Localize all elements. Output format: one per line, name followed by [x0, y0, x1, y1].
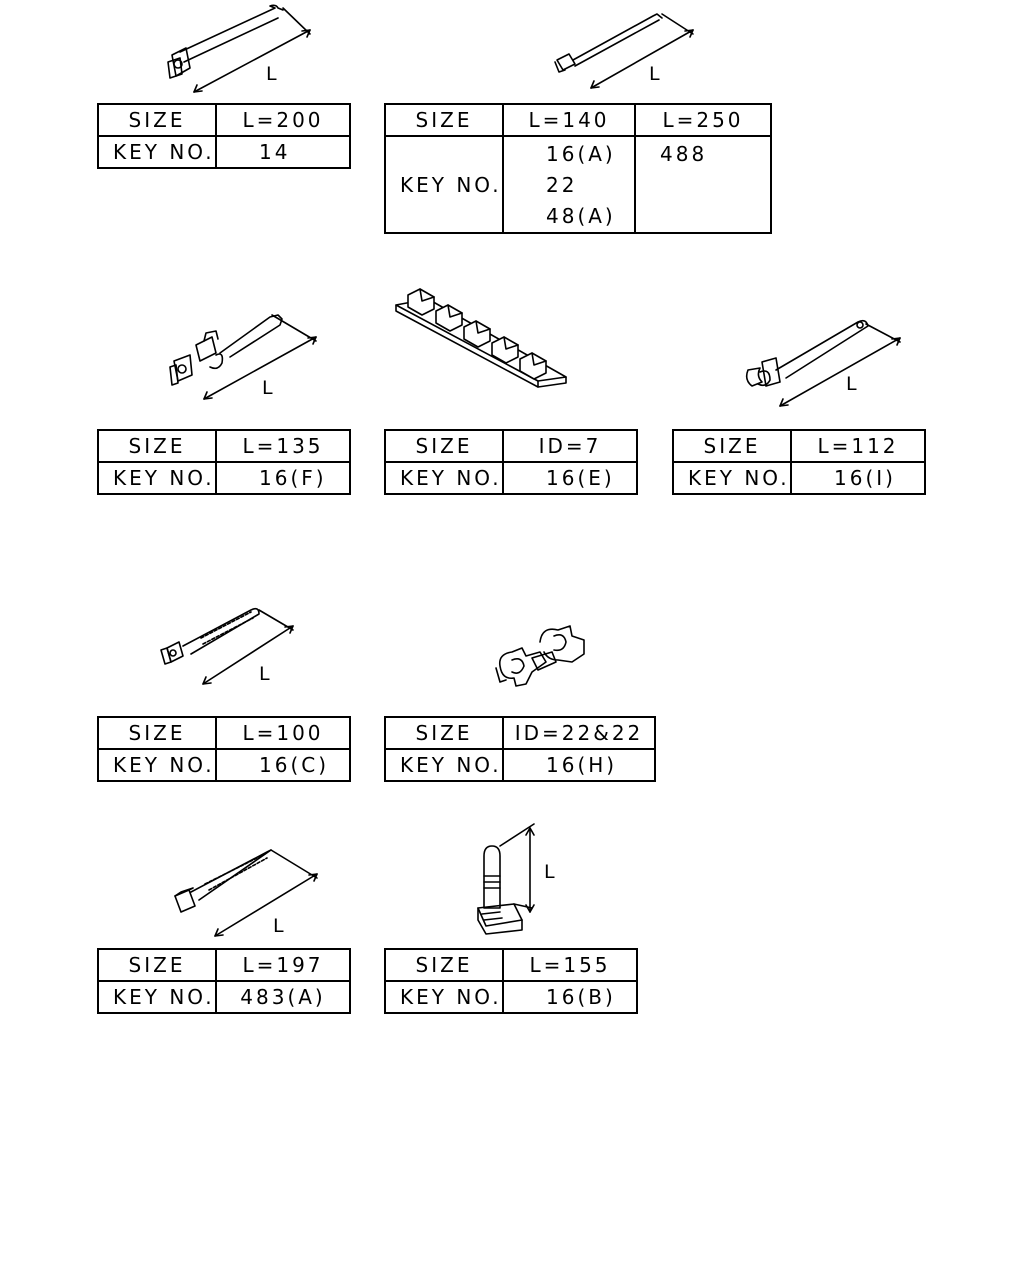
spec-table-strap-l112 [672, 429, 926, 495]
clip-tie-l135-illustration [160, 305, 330, 405]
cable-tie-l140-illustration [545, 0, 705, 100]
size-value: L=250 [635, 104, 771, 136]
part-drawing-clip-l155 [470, 820, 570, 945]
spec-table-tie-l197 [97, 948, 351, 1014]
spec-table-tie-l140 [384, 103, 772, 234]
dimension-label: L [273, 915, 284, 937]
dimension-label: L [544, 861, 555, 883]
spec-table-clip-id22 [384, 716, 656, 782]
dimension-label: L [649, 63, 660, 85]
key-header: KEY NO. [385, 981, 503, 1013]
key-values-cell [635, 136, 771, 233]
size-header: SIZE [385, 949, 503, 981]
part-drawing-tie-l100 [155, 600, 305, 695]
key-header: KEY NO. [385, 462, 503, 494]
spec-table-tie-l100 [97, 716, 351, 782]
key-value: 14 [216, 136, 350, 168]
size-value: ID=22&22 [503, 717, 655, 749]
cable-tie-l200-illustration [150, 0, 330, 100]
size-header: SIZE [98, 430, 216, 462]
key-header: KEY NO. [98, 981, 216, 1013]
size-value: L=140 [503, 104, 635, 136]
key-header: KEY NO. [98, 462, 216, 494]
size-header: SIZE [385, 104, 503, 136]
key-value: 16(H) [503, 749, 655, 781]
key-value: 16(I) [791, 462, 925, 494]
size-value: L=200 [216, 104, 350, 136]
part-drawing-strap-l112 [740, 312, 920, 412]
size-value: ID=7 [503, 430, 637, 462]
size-header: SIZE [385, 717, 503, 749]
part-drawing-clip-id7 [390, 285, 575, 390]
key-header: KEY NO. [385, 749, 503, 781]
dimension-label: L [259, 663, 270, 685]
size-value: L=100 [216, 717, 350, 749]
key-value: 488 [660, 142, 708, 166]
size-header: SIZE [98, 717, 216, 749]
key-header: KEY NO. [98, 749, 216, 781]
size-value: L=197 [216, 949, 350, 981]
size-value: L=155 [503, 949, 637, 981]
key-value: 22 [546, 173, 578, 197]
size-header: SIZE [98, 949, 216, 981]
pipe-clip-id7-illustration [390, 285, 575, 390]
size-value: L=112 [791, 430, 925, 462]
spec-table-clip-id7 [384, 429, 638, 495]
ratchet-tie-l197-illustration [165, 840, 330, 940]
part-drawing-clip-id22 [492, 622, 592, 692]
part-drawing-tie-l200 [150, 0, 330, 100]
key-value: 16(C) [216, 749, 350, 781]
spec-table-clip-l155 [384, 948, 638, 1014]
key-value: 483(A) [216, 981, 350, 1013]
key-value: 16(A) [546, 142, 616, 166]
size-header: SIZE [673, 430, 791, 462]
spec-table-tie-l200 [97, 103, 351, 169]
ratchet-tie-l100-illustration [155, 600, 305, 695]
key-header: KEY NO. [98, 136, 216, 168]
dimension-label: L [266, 63, 277, 85]
key-value: 16(F) [216, 462, 350, 494]
size-header: SIZE [385, 430, 503, 462]
clip-strap-l112-illustration [740, 312, 920, 412]
key-header: KEY NO. [385, 136, 503, 233]
key-values-cell [503, 136, 635, 233]
spec-table-tie-l135 [97, 429, 351, 495]
key-value: 16(B) [503, 981, 637, 1013]
size-value: L=135 [216, 430, 350, 462]
key-value: 16(E) [503, 462, 637, 494]
part-drawing-tie-l140 [545, 0, 705, 100]
upright-clip-l155-illustration [470, 820, 570, 945]
double-clip-id22-illustration [492, 622, 592, 692]
key-value: 48(A) [546, 204, 616, 228]
dimension-label: L [262, 377, 273, 399]
part-drawing-tie-l135 [160, 305, 330, 405]
key-header: KEY NO. [673, 462, 791, 494]
size-header: SIZE [98, 104, 216, 136]
part-drawing-tie-l197 [165, 840, 330, 940]
dimension-label: L [846, 373, 857, 395]
